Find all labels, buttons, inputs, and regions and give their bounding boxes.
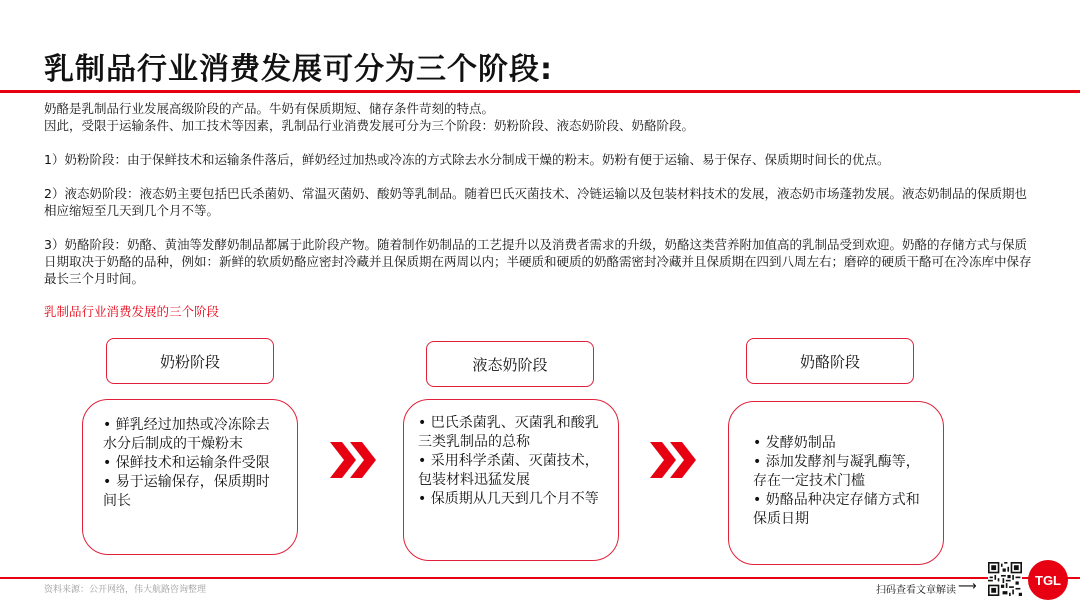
intro-line-1: 奶酪是乳制品行业发展高级阶段的产品。牛奶有保质期短、储存条件苛刻的特点。 (44, 101, 495, 116)
stage-item: • 巴氏杀菌乳、灭菌乳和酸乳 (418, 415, 599, 431)
source-note: 资料来源：公开网络，伟大航路咨询整理 (44, 585, 207, 595)
intro-paragraph-powder: 1）奶粉阶段：由于保鲜技术和运输条件落后，鲜奶经过加热或冷冻的方式除去水分制成干燥的粉末。奶粉有便于运输、易于保存、保质期时间长的优点。 (44, 152, 890, 167)
intro-paragraph-liquid: 2）液态奶阶段：液态奶主要包括巴氏杀菌奶、常温灭菌奶、酸奶等乳制品。随着巴氏灭菌技术、冷链运输以及包装材料技术的发展，液态奶市场蓬勃发展。液态奶制品的保质期也相应缩短至几天到几个月不等。 (44, 186, 1027, 218)
scan-prompt: 扫码查看文章解读 (876, 585, 956, 596)
diagram-subtitle: 乳制品行业消费发展的三个阶段 (44, 304, 220, 319)
qr-code-icon[interactable] (988, 562, 1022, 596)
stage-box-powder (82, 399, 298, 555)
footer-divider (0, 577, 1080, 579)
stage-item: • 保质期从几天到几个月不等 (418, 491, 599, 507)
double-chevron-right-icon (330, 442, 378, 478)
page-title: 乳制品行业消费发展可分为三个阶段: (44, 52, 553, 87)
stage-item: • 保鲜技术和运输条件受限 (103, 455, 270, 471)
stage-item: 三类乳制品的总称 (418, 434, 530, 450)
intro-line-2: 因此，受限于运输条件、加工技术等因素，乳制品行业消费发展可分为三个阶段：奶粉阶段、液态奶阶段、奶酪阶段。 (44, 118, 695, 133)
stage-label-liquid: 液态奶阶段 (426, 341, 594, 387)
stage-item: • 添加发酵剂与凝乳酶等，存在一定技术门槛 (753, 454, 920, 489)
stage-label-powder: 奶粉阶段 (106, 338, 274, 384)
arrow-right-icon: ⟶ (958, 579, 977, 594)
double-chevron-right-icon (650, 442, 698, 478)
stage-item: • 鲜乳经过加热或冷冻除去水分后制成的干燥粉末 (103, 417, 270, 452)
intro-paragraph-cheese: 3）奶酪阶段：奶酪、黄油等发酵奶制品都属于此阶段产物。随着制作奶制品的工艺提升以及消费者需求的升级，奶酪这类营养附加值高的乳制品受到欢迎。奶酪的存储方式与保质日期取决于奶酪的品种，例如：新鲜的软质奶酪应密封冷藏并且保质期在两周以内；半硬质和硬质的奶酪需密封冷藏并且保质期在四到八周左右；磨碎的硬质干酪可在冷冻库中保存最长三个月时间。 (44, 237, 1032, 286)
stage-item: • 采用科学杀菌、灭菌技术，包装材料迅猛发展 (418, 453, 599, 488)
stage-label-cheese: 奶酪阶段 (746, 338, 914, 384)
brand-logo: TGL (1028, 560, 1068, 600)
stage-item: • 发酵奶制品 (753, 435, 836, 451)
stage-item: • 易于运输保存，保质期时间长 (103, 474, 270, 509)
stage-box-liquid (403, 399, 619, 561)
stage-item: • 奶酪品种决定存储方式和保质日期 (753, 492, 920, 527)
title-divider (0, 90, 1080, 93)
intro-text (44, 100, 1034, 287)
stage-box-cheese (728, 401, 944, 565)
